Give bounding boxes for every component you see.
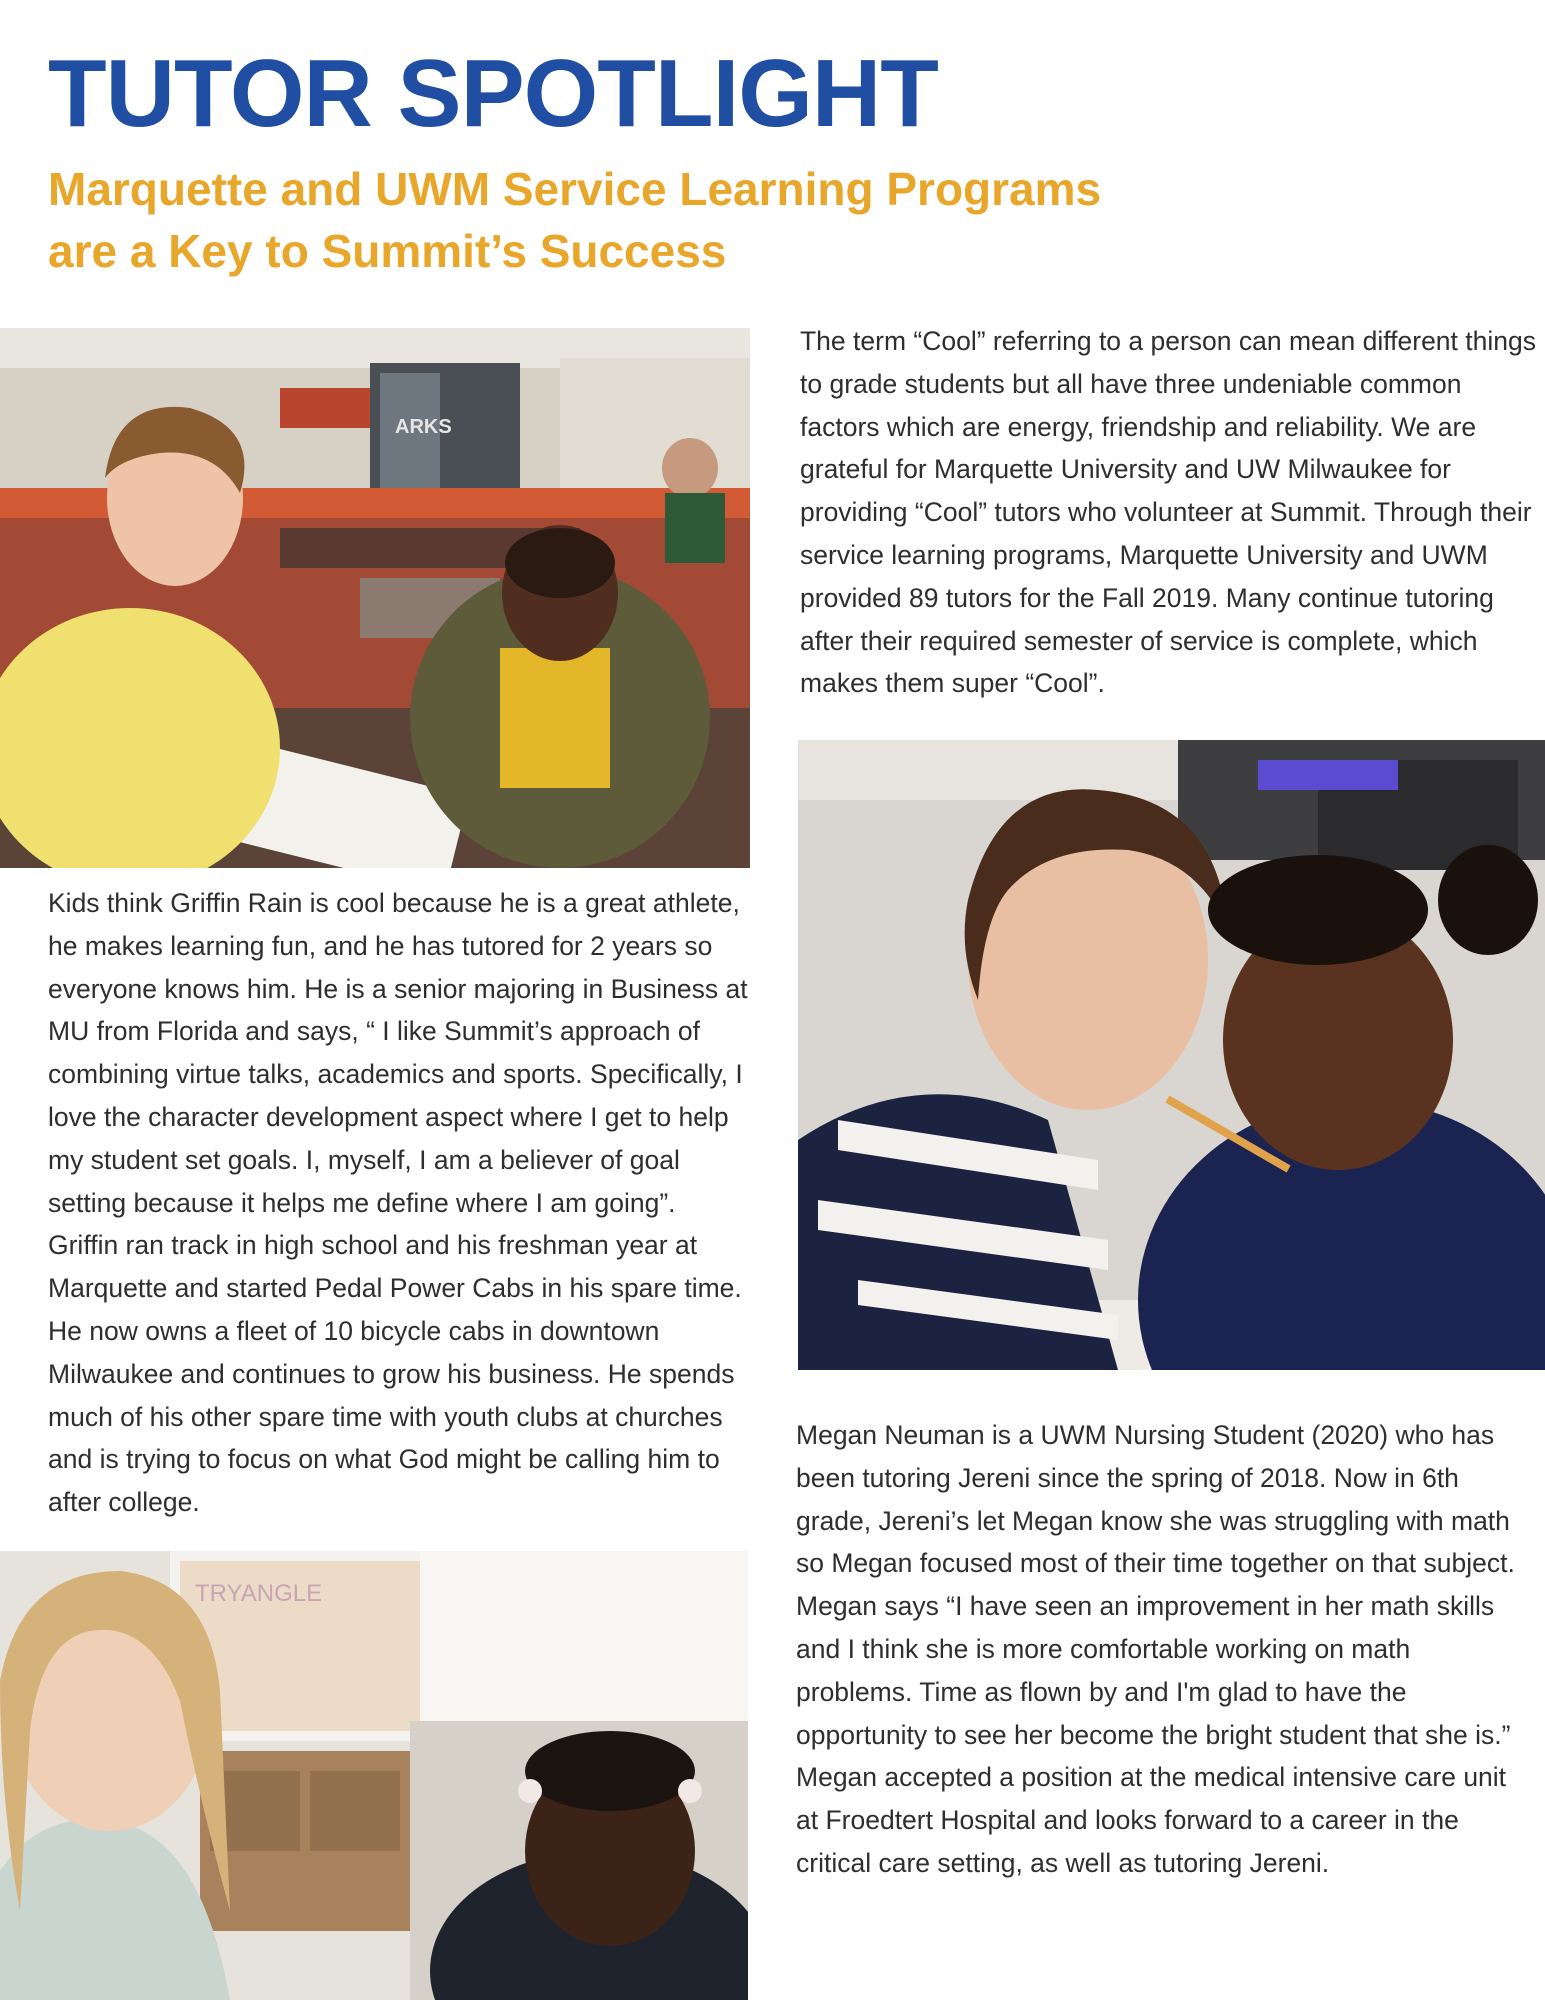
subtitle-line-1: Marquette and UWM Service Learning Programs [48, 163, 1102, 215]
photo-griffin-tutoring [0, 328, 750, 868]
photo-megan-tutoring [798, 740, 1545, 1370]
poster-text: TRYANGLE [195, 1580, 323, 1607]
wall-sign-text: ARKS [395, 416, 452, 438]
megan-paragraph: Megan Neuman is a UWM Nursing Student (2020) who has been tutoring Jereni since the spring of 2018. Now in 6th grade, Jereni’s let Megan know she was struggling with math so Megan focused most of their time together on that subject. Megan says “I have seen an improvement in her math skills and I think she is more comfortable working on math problems. Time as flown by and I'm glad to have the opportunity to see her become the bright student that she is.” Megan accepted a position at the medical intensive care unit at Froedtert Hospital and looks forward to a career in the critical care setting, as well as tutoring Jereni. [796, 1420, 1515, 1878]
page-subtitle [48, 158, 1348, 282]
photo-griffin-illustration [0, 328, 750, 868]
photo-classroom-illustration [0, 1551, 748, 2000]
photo-megan-illustration [798, 740, 1545, 1370]
page-title: TUTOR SPOTLIGHT [48, 40, 938, 147]
photo-classroom-tutoring [0, 1551, 748, 2000]
intro-paragraph: The term “Cool” referring to a person can mean different things to grade students but all have three undeniable common factors which are energy, friendship and reliability. We are grateful for Marquette University and UW Milwaukee for providing “Cool” tutors who volunteer at Summit. Through their service learning programs, Marquette University and UWM provided 89 tutors for the Fall 2019. Many continue tutoring after their required semester of service is complete, which makes them super “Cool”. [800, 326, 1536, 699]
subtitle-line-2: are a Key to Summit’s Success [48, 225, 727, 277]
griffin-paragraph: Kids think Griffin Rain is cool because he is a great athlete, he makes learning fun, and he has tutored for 2 years so everyone knows him. He is a senior majoring in Business at MU from Florida and says, “ I like Summit’s approach of combining virtue talks, academics and sports. Specifically, I love the character development aspect where I get to help my student set goals. I, myself, I am a believer of goal setting because it helps me define where I am going”. Griffin ran track in high school and his freshman year at Marquette and started Pedal Power Cabs in his spare time. He now owns a fleet of 10 bicycle cabs in downtown Milwaukee and continues to grow his business. He spends much of his other spare time with youth clubs at churches and is trying to focus on what God might be calling him to after college. [48, 888, 748, 1518]
